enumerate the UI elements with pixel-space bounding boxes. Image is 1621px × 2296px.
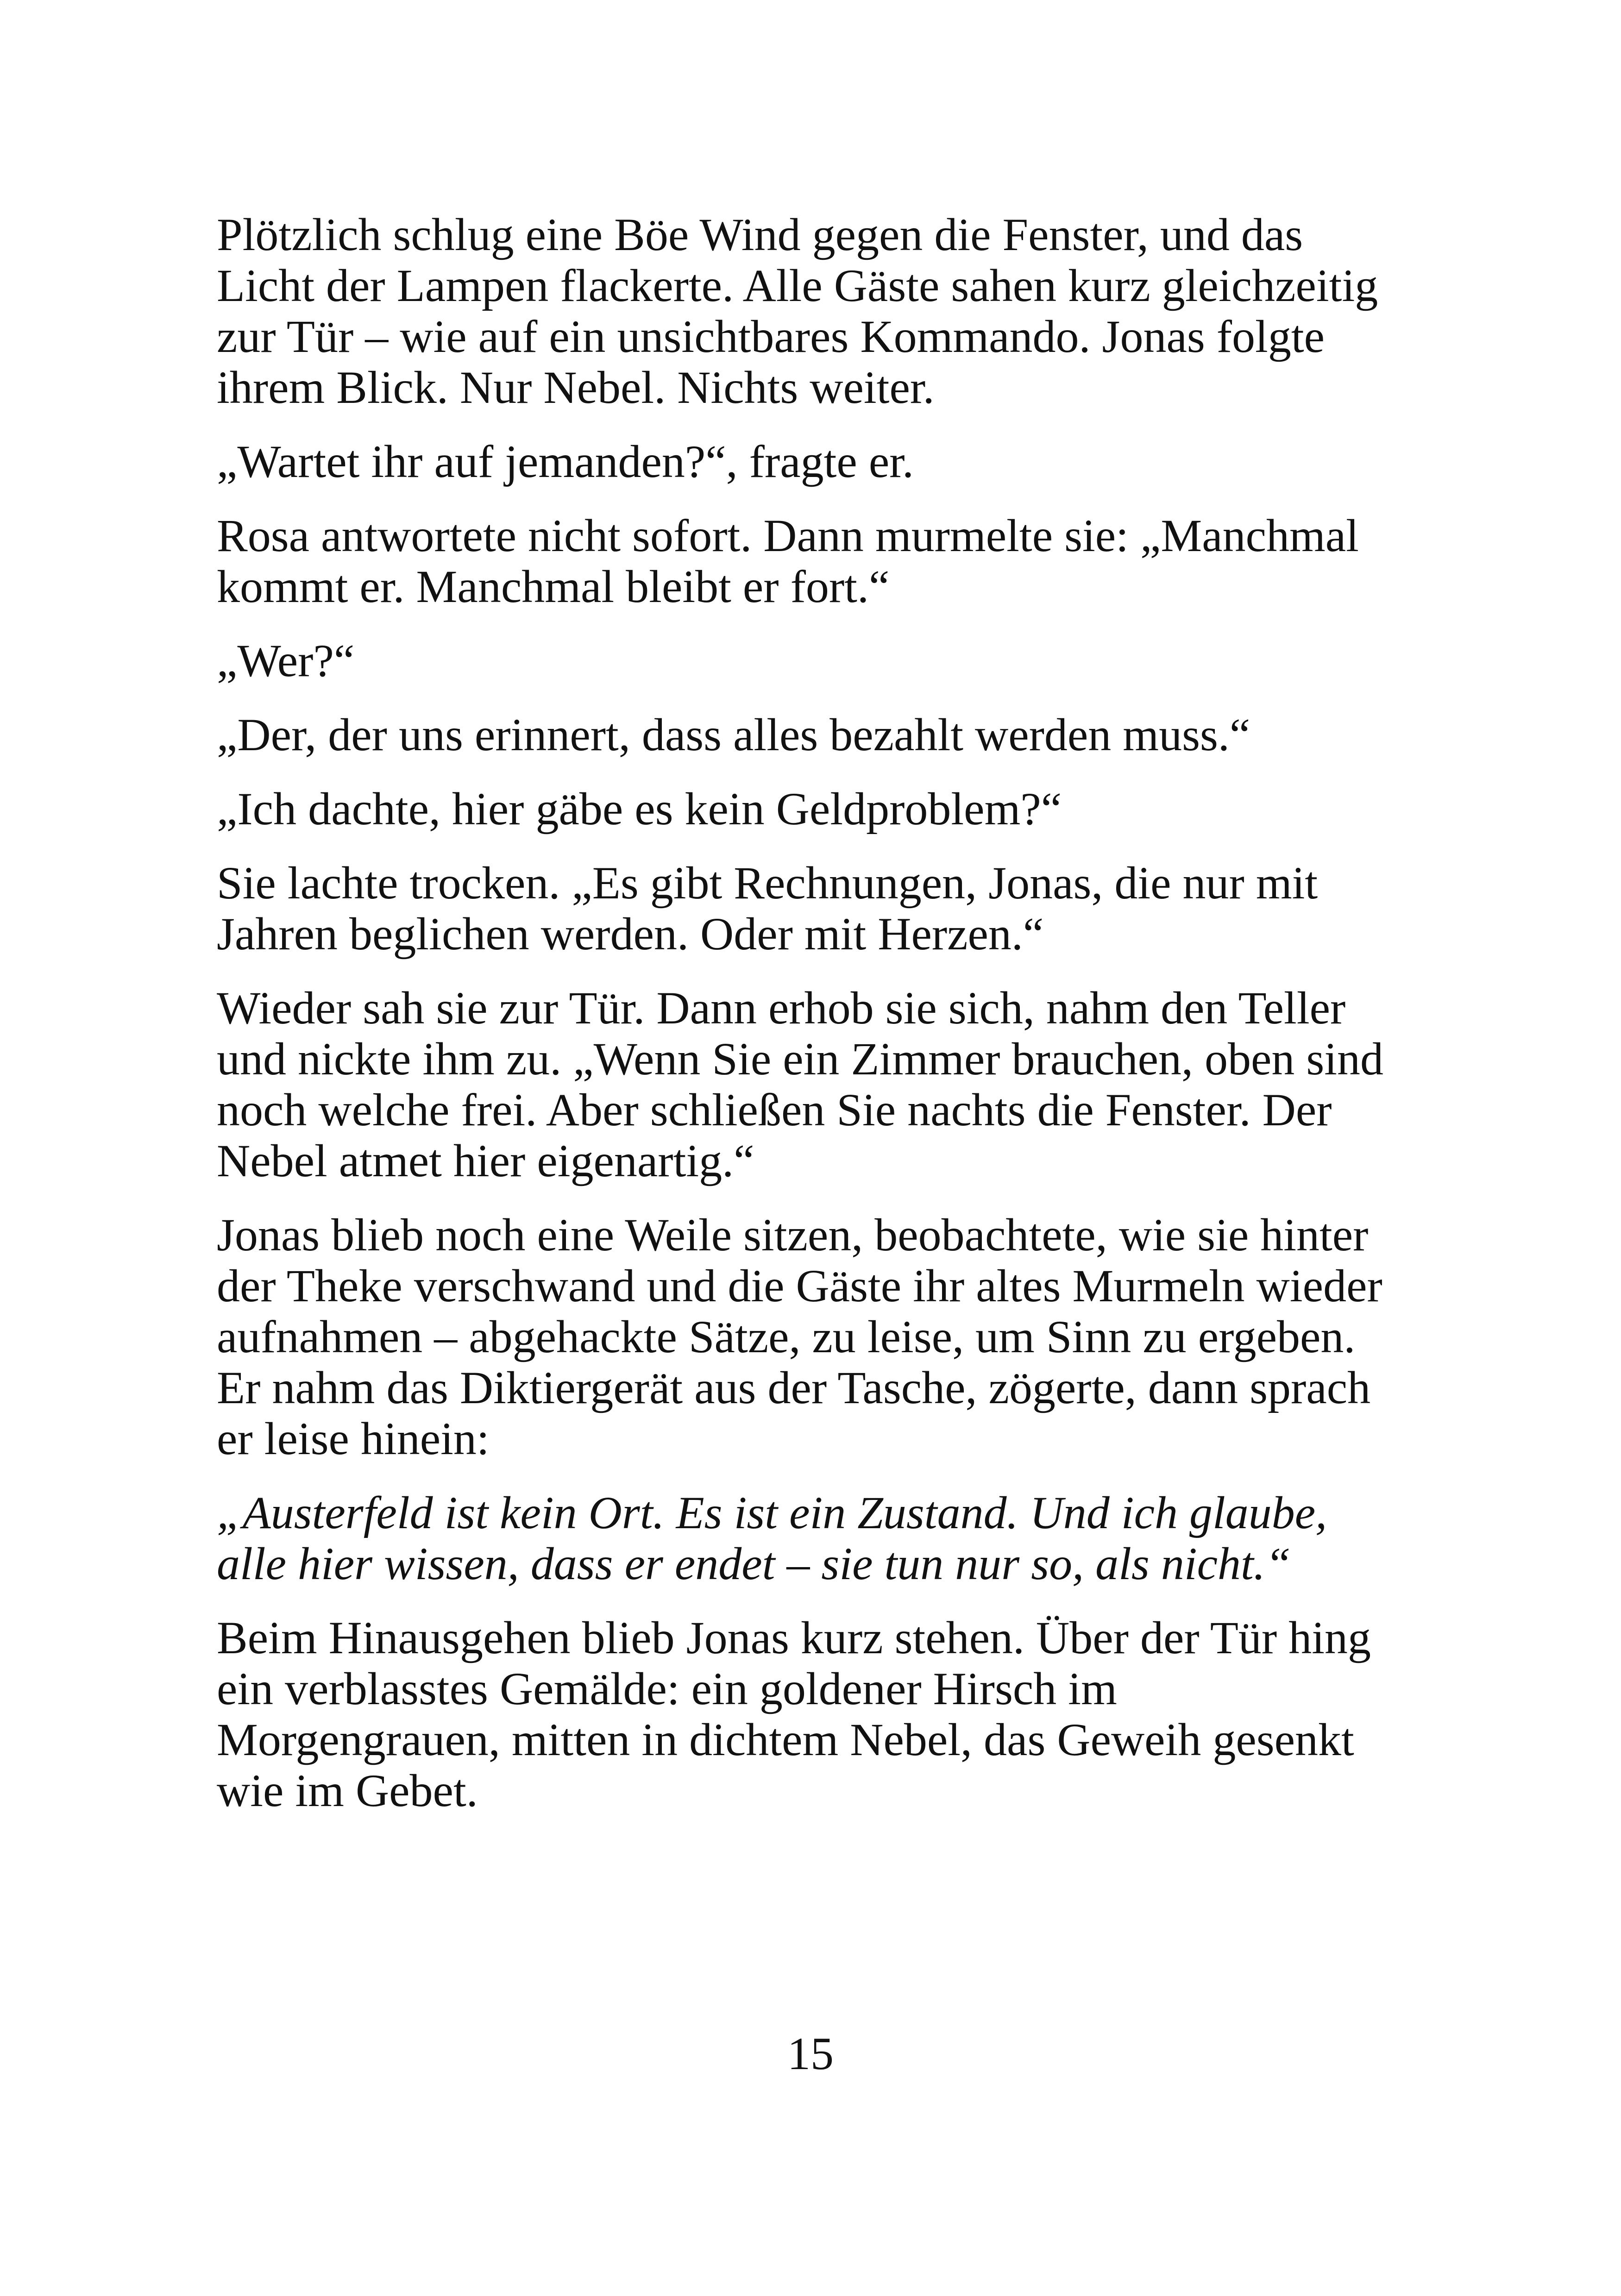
paragraph-8: Wieder sah sie zur Tür. Dann erhob sie sich, nahm den Teller und nickte ihm zu. „Wenn Sie ein Zimmer brauchen, oben sind noch welche frei. Aber schließen Sie nachts die Fenster. Der Nebel atmet hier eigenartig.“ bbox=[217, 982, 1384, 1186]
paragraph-6: „Ich dachte, hier gäbe es kein Geldproblem?“ bbox=[217, 783, 1062, 834]
paragraph-11: Beim Hinausgehen blieb Jonas kurz stehen. Über der Tür hing ein verblasstes Gemälde: ein goldener Hirsch im Morgengrauen, mitten in dichtem Nebel, das Geweih gesenkt wie im Gebet. bbox=[217, 1612, 1371, 1816]
paragraph-2: „Wartet ihr auf jemanden?“, fragte er. bbox=[217, 436, 914, 487]
page-number: 15 bbox=[787, 2028, 834, 2079]
body-text bbox=[217, 209, 1402, 1839]
paragraph-9: Jonas blieb noch eine Weile sitzen, beobachtete, wie sie hinter der Theke verschwand und die Gäste ihr altes Murmeln wieder aufnahmen – abgehackte Sätze, zu leise, um Sinn zu ergeben. Er nahm das Diktiergerät aus der Tasche, zögerte, dann sprach er leise hinein: bbox=[217, 1209, 1382, 1464]
paragraph-1: Plötzlich schlug eine Böe Wind gegen die Fenster, und das Licht der Lampen flackerte. Alle Gäste sahen kurz gleichzeitig zur Tür – wie auf ein unsichtbares Kommando. Jonas folgte ihrem Blick. Nur Nebel. Nichts weiter. bbox=[217, 209, 1378, 413]
paragraph-10-italic-quote: „Austerfeld ist kein Ort. Es ist ein Zustand. Und ich glaube, alle hier wissen, dass er endet – sie tun nur so, als nicht.“ bbox=[217, 1487, 1327, 1589]
paragraph-4: „Wer?“ bbox=[217, 635, 355, 686]
paragraph-7: Sie lachte trocken. „Es gibt Rechnungen, Jonas, die nur mit Jahren beglichen werden. Oder mit Herzen.“ bbox=[217, 857, 1318, 960]
paragraph-5: „Der, der uns erinnert, dass alles bezahlt werden muss.“ bbox=[217, 709, 1250, 760]
paragraph-3: Rosa antwortete nicht sofort. Dann murmelte sie: „Manchmal kommt er. Manchmal bleibt er fort.“ bbox=[217, 510, 1359, 612]
